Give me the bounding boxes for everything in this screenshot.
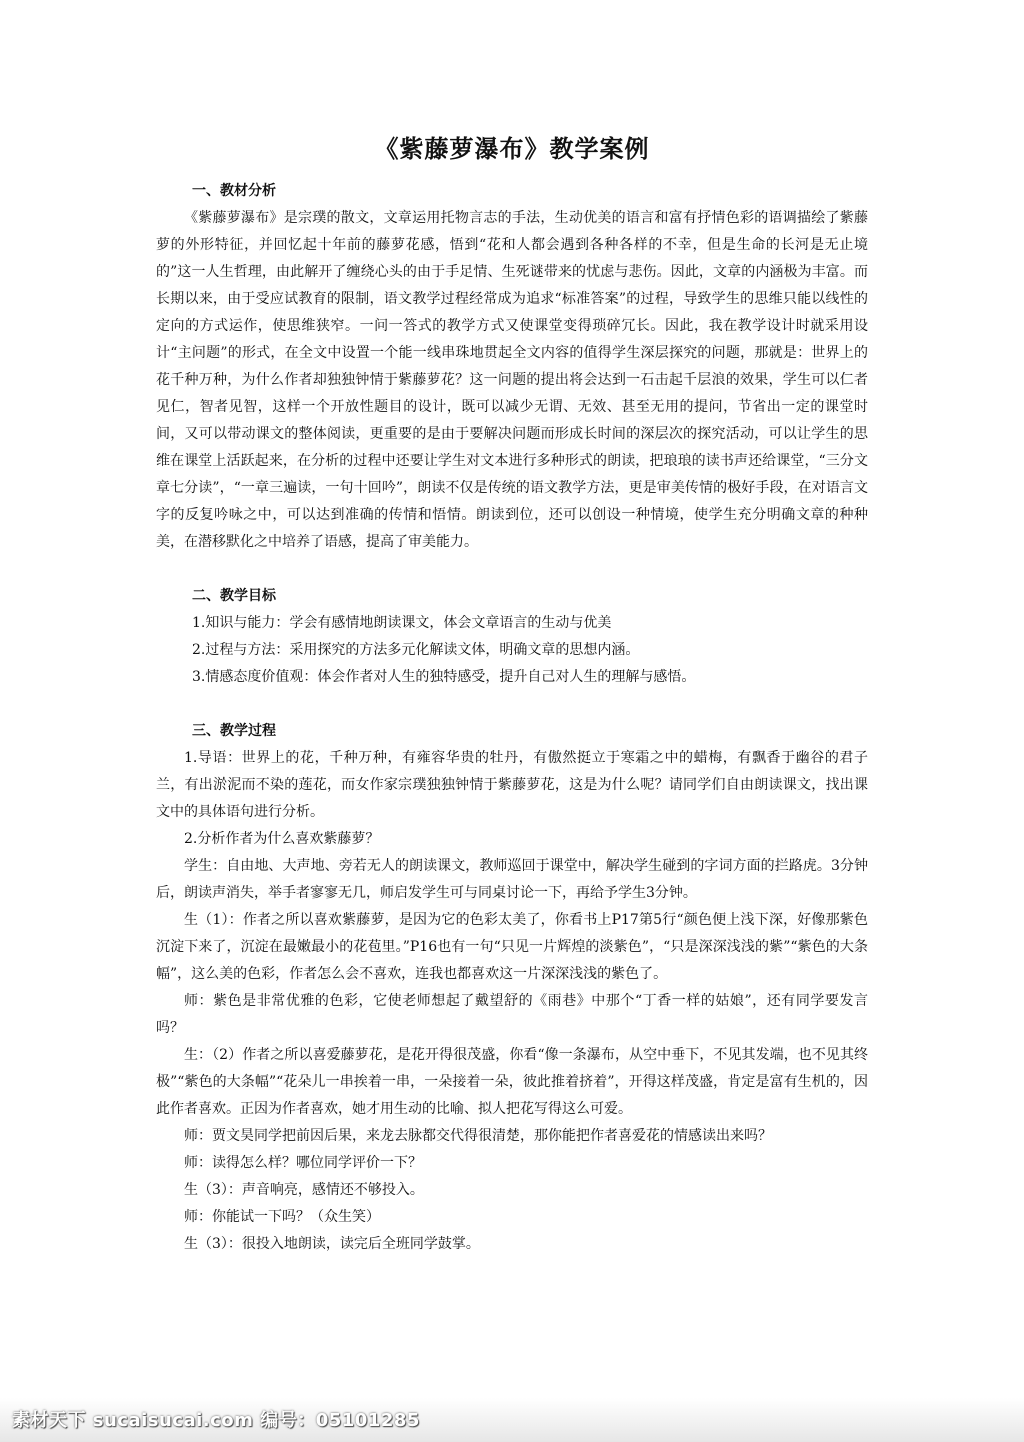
list-item: 1.知识与能力：学会有感情地朗读课文，体会文章语言的生动与优美 — [192, 615, 612, 631]
document-title: 《紫藤萝瀑布》教学案例 — [374, 135, 650, 163]
spacer — [156, 691, 868, 718]
section-heading: 二、教学目标 — [192, 588, 276, 604]
paragraph: 生（3）：很投入地朗读，读完后全班同学鼓掌。 — [184, 1236, 480, 1252]
section-teaching-objectives — [156, 583, 868, 691]
paragraph: 生：（2）作者之所以喜爱藤萝花，是花开得很茂盛，你看“像一条瀑布，从空中垂下，不见其发端，也不见其终极”“紫色的大条幅”“花朵儿一串挨着一串，一朵接着一朵，彼此推着挤着”，开得这样茂盛，肯定是富有生机的，因此作者喜欢。正因为作者喜欢，她才用生动的比喻、拟人把花写得这么可爱。 — [156, 1047, 868, 1117]
watermark-text: 素材天下 sucaisucai.com 编号：05101285 — [12, 1410, 420, 1431]
watermark-band — [0, 1398, 1024, 1442]
paragraph: 师：紫色是非常优雅的色彩，它使老师想起了戴望舒的《雨巷》中那个“丁香一样的姑娘”，还有同学要发言吗？ — [156, 993, 868, 1036]
section-heading: 一、教材分析 — [192, 183, 276, 199]
section-teaching-material-analysis — [156, 178, 868, 556]
section-teaching-process — [156, 718, 868, 1258]
paragraph: 学生：自由地、大声地、旁若无人的朗读课文，教师巡回于课堂中，解决学生碰到的字词方面的拦路虎。3分钟后，朗读声消失，举手者寥寥无几，师启发学生可与同桌讨论一下，再给予学生3分钟。 — [156, 858, 868, 901]
paragraph: 生（3）：声音响亮，感情还不够投入。 — [184, 1182, 424, 1198]
paragraph: 《紫藤萝瀑布》是宗璞的散文，文章运用托物言志的手法，生动优美的语言和富有抒情色彩的语调描绘了紫藤萝的外形特征，并回忆起十年前的藤萝花感，悟到“花和人都会遇到各种各样的不幸，但是生命的长河是无止境的”这一人生哲理，由此解开了缠绕心头的由于手足情、生死谜带来的忧虑与悲伤。因此，文章的内涵极为丰富。而长期以来，由于受应试教育的限制，语文教学过程经常成为追求“标准答案”的过程，导致学生的思维只能以线性的定向的方式运作，使思维狭窄。一问一答式的教学方式又使课堂变得琐碎冗长。因此，我在教学设计时就采用设计“主问题”的形式，在全文中设置一个能一线串珠地贯起全文内容的值得学生深层探究的问题，那就是：世界上的花千种万种，为什么作者却独独钟情于紫藤萝花？这一问题的提出将会达到一石击起千层浪的效果，学生可以仁者见仁，智者见智，这样一个开放性题目的设计，既可以减少无谓、无效、甚至无用的提问，节省出一定的课堂时间，又可以带动课文的整体阅读，更重要的是由于要解决问题而形成长时间的深层次的探究活动，可以让学生的思维在课堂上活跃起来，在分析的过程中还要让学生对文本进行多种形式的朗读，把琅琅的读书声还给课堂，“三分文章七分读”，“一章三遍读，一句十回吟”，朗读不仅是传统的语文教学方法，更是审美传情的极好手段，在对语言文字的反复吟咏之中，可以达到准确的传情和悟情。朗读到位，还可以创设一种情境，使学生充分明确文章的种种美，在潜移默化之中培养了语感，提高了审美能力。 — [156, 210, 868, 550]
paragraph: 生（1）：作者之所以喜欢紫藤萝，是因为它的色彩太美了，你看书上P17第5行“颜色便上浅下深，好像那紫色沉淀下来了，沉淀在最嫩最小的花苞里。”P16也有一句“只见一片辉煌的淡紫色”，“只是深深浅浅的紫”“紫色的大条幅”，这么美的色彩，作者怎么会不喜欢，连我也都喜欢这一片深深浅浅的紫色了。 — [156, 912, 868, 982]
list-item: 3.情感态度价值观：体会作者对人生的独特感受，提升自己对人生的理解与感悟。 — [192, 669, 696, 685]
document-body — [156, 178, 868, 1258]
list-item: 2.过程与方法：采用探究的方法多元化解读文体，明确文章的思想内涵。 — [192, 642, 640, 658]
paragraph: 师：你能试一下吗？（众生笑） — [184, 1209, 380, 1225]
paragraph: 2.分析作者为什么喜欢紫藤萝？ — [184, 831, 380, 847]
paragraph: 师：读得怎么样？哪位同学评价一下？ — [184, 1155, 422, 1171]
paragraph: 师：贾文昊同学把前因后果，来龙去脉都交代得很清楚，那你能把作者喜爱花的情感读出来吗？ — [184, 1128, 772, 1144]
paragraph: 1.导语：世界上的花，千种万种，有雍容华贵的牡丹，有傲然挺立于寒霜之中的蜡梅，有飘香于幽谷的君子兰，有出淤泥而不染的莲花，而女作家宗璞独独钟情于紫藤萝花，这是为什么呢？请同学们自由朗读课文，找出课文中的具体语句进行分析。 — [156, 750, 868, 820]
spacer — [156, 556, 868, 583]
section-heading: 三、教学过程 — [192, 723, 276, 739]
